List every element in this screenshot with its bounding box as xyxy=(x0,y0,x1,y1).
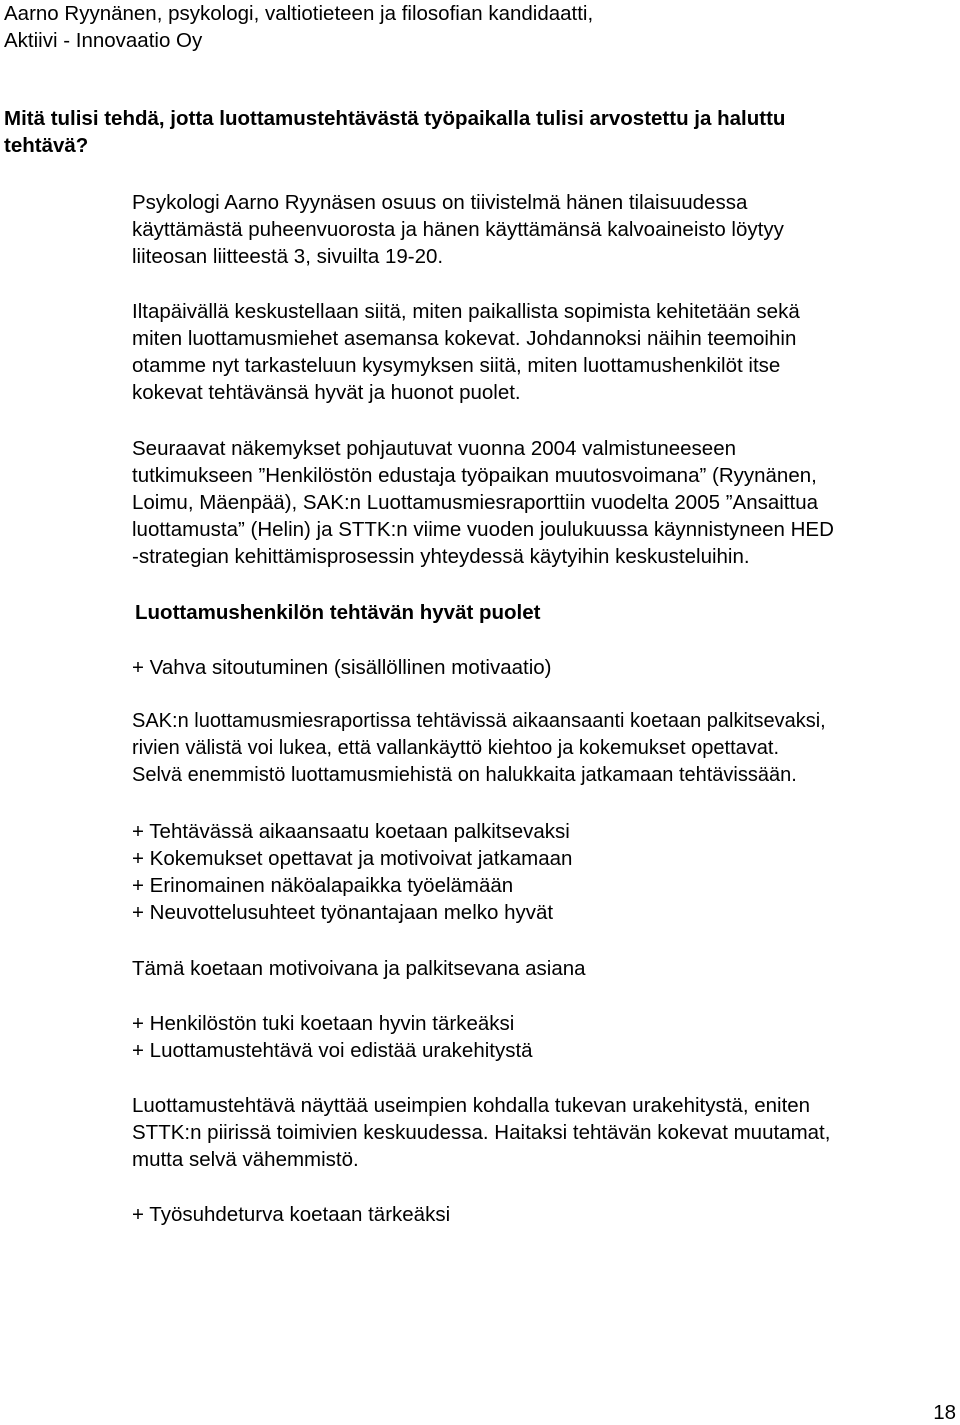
list-item: + Luottamustehtävä voi edistää urakehitystä xyxy=(132,1039,533,1062)
list-item: + Tehtävässä aikaansaatu koetaan palkitsevaksi xyxy=(132,820,570,843)
text-line: kokevat tehtävänsä hyvät ja huonot puolet. xyxy=(132,381,521,404)
author-line-1: Aarno Ryynänen, psykologi, valtiotieteen ja filosofian kandidaatti, xyxy=(4,2,594,25)
author-line-2: Aktiivi - Innovaatio Oy xyxy=(4,29,203,52)
sttk-paragraph xyxy=(132,1092,957,1173)
text-line: Iltapäivällä keskustellaan siitä, miten paikallista sopimista kehitetään sekä xyxy=(132,300,800,323)
author-info xyxy=(4,0,593,54)
text-line: Loimu, Mäenpää), SAK:n Luottamusmiesraporttiin vuodelta 2005 ”Ansaittua xyxy=(132,491,818,514)
text-line: Seuraavat näkemykset pohjautuvat vuonna 2004 valmistuneeseen xyxy=(132,437,737,460)
text-line: tutkimukseen ”Henkilöstön edustaja työpaikan muutosvoimana” (Ryynänen, xyxy=(132,464,817,487)
benefits-list xyxy=(132,818,957,926)
text-line: liiteosan liitteestä 3, sivuilta 19-20. xyxy=(132,245,444,268)
text-line: rivien välistä voi lukea, että vallankäyttö kiehtoo ja kokemukset opettavat. xyxy=(132,737,780,759)
text-line: miten luottamusmiehet asemansa kokevat. Johdannoksi näihin teemoihin xyxy=(132,327,797,350)
text-line: STTK:n piirissä toimivien keskuudessa. Haitaksi tehtävän kokevat muutamat, xyxy=(132,1121,831,1144)
support-list xyxy=(132,1010,957,1064)
text-line: -strategian kehittämisprosessin yhteydessä käytyihin keskusteluihin. xyxy=(132,545,750,568)
text-line: Selvä enemmistö luottamusmiehistä on halukkaita jatkamaan tehtävissään. xyxy=(132,764,797,786)
point-job-security: + Työsuhdeturva koetaan tärkeäksi xyxy=(132,1203,451,1226)
text-line: SAK:n luottamusmiesraportissa tehtävissä aikaansaanti koetaan palkitsevaksi, xyxy=(132,710,826,732)
list-item: + Neuvottelusuhteet työnantajaan melko hyvät xyxy=(132,901,554,924)
sak-paragraph xyxy=(132,708,957,789)
text-line: Psykologi Aarno Ryynäsen osuus on tiivistelmä hänen tilaisuudessa xyxy=(132,191,748,214)
text-line: käyttämästä puheenvuorosta ja hänen käyttämänsä kalvoaineisto löytyy xyxy=(132,218,784,241)
statement-line: Tämä koetaan motivoivana ja palkitsevana asiana xyxy=(132,957,586,980)
intro-paragraph xyxy=(132,189,957,270)
list-item: + Kokemukset opettavat ja motivoivat jatkamaan xyxy=(132,847,573,870)
section-heading: Luottamushenkilön tehtävän hyvät puolet xyxy=(135,601,541,624)
text-line: mutta selvä vähemmistö. xyxy=(132,1148,359,1171)
context-paragraph xyxy=(132,298,957,406)
list-item: + Henkilöstön tuki koetaan hyvin tärkeäksi xyxy=(132,1012,515,1035)
question-heading xyxy=(4,105,944,159)
page-number: 18 xyxy=(933,1401,956,1424)
question-line-1: Mitä tulisi tehdä, jotta luottamustehtävästä työpaikalla tulisi arvostettu ja haluttu xyxy=(4,107,786,130)
text-line: otamme nyt tarkasteluun kysymyksen siitä, miten luottamushenkilöt itse xyxy=(132,354,781,377)
text-line: Luottamustehtävä näyttää useimpien kohdalla tukevan urakehitystä, eniten xyxy=(132,1094,811,1117)
list-item: + Erinomainen näköalapaikka työelämään xyxy=(132,874,514,897)
point-strong-commitment: + Vahva sitoutuminen (sisällöllinen motivaatio) xyxy=(132,656,552,679)
sources-paragraph xyxy=(132,435,957,570)
question-line-2: tehtävä? xyxy=(4,134,89,157)
text-line: luottamusta” (Helin) ja STTK:n viime vuoden joulukuussa käynnistyneen HED xyxy=(132,518,834,541)
